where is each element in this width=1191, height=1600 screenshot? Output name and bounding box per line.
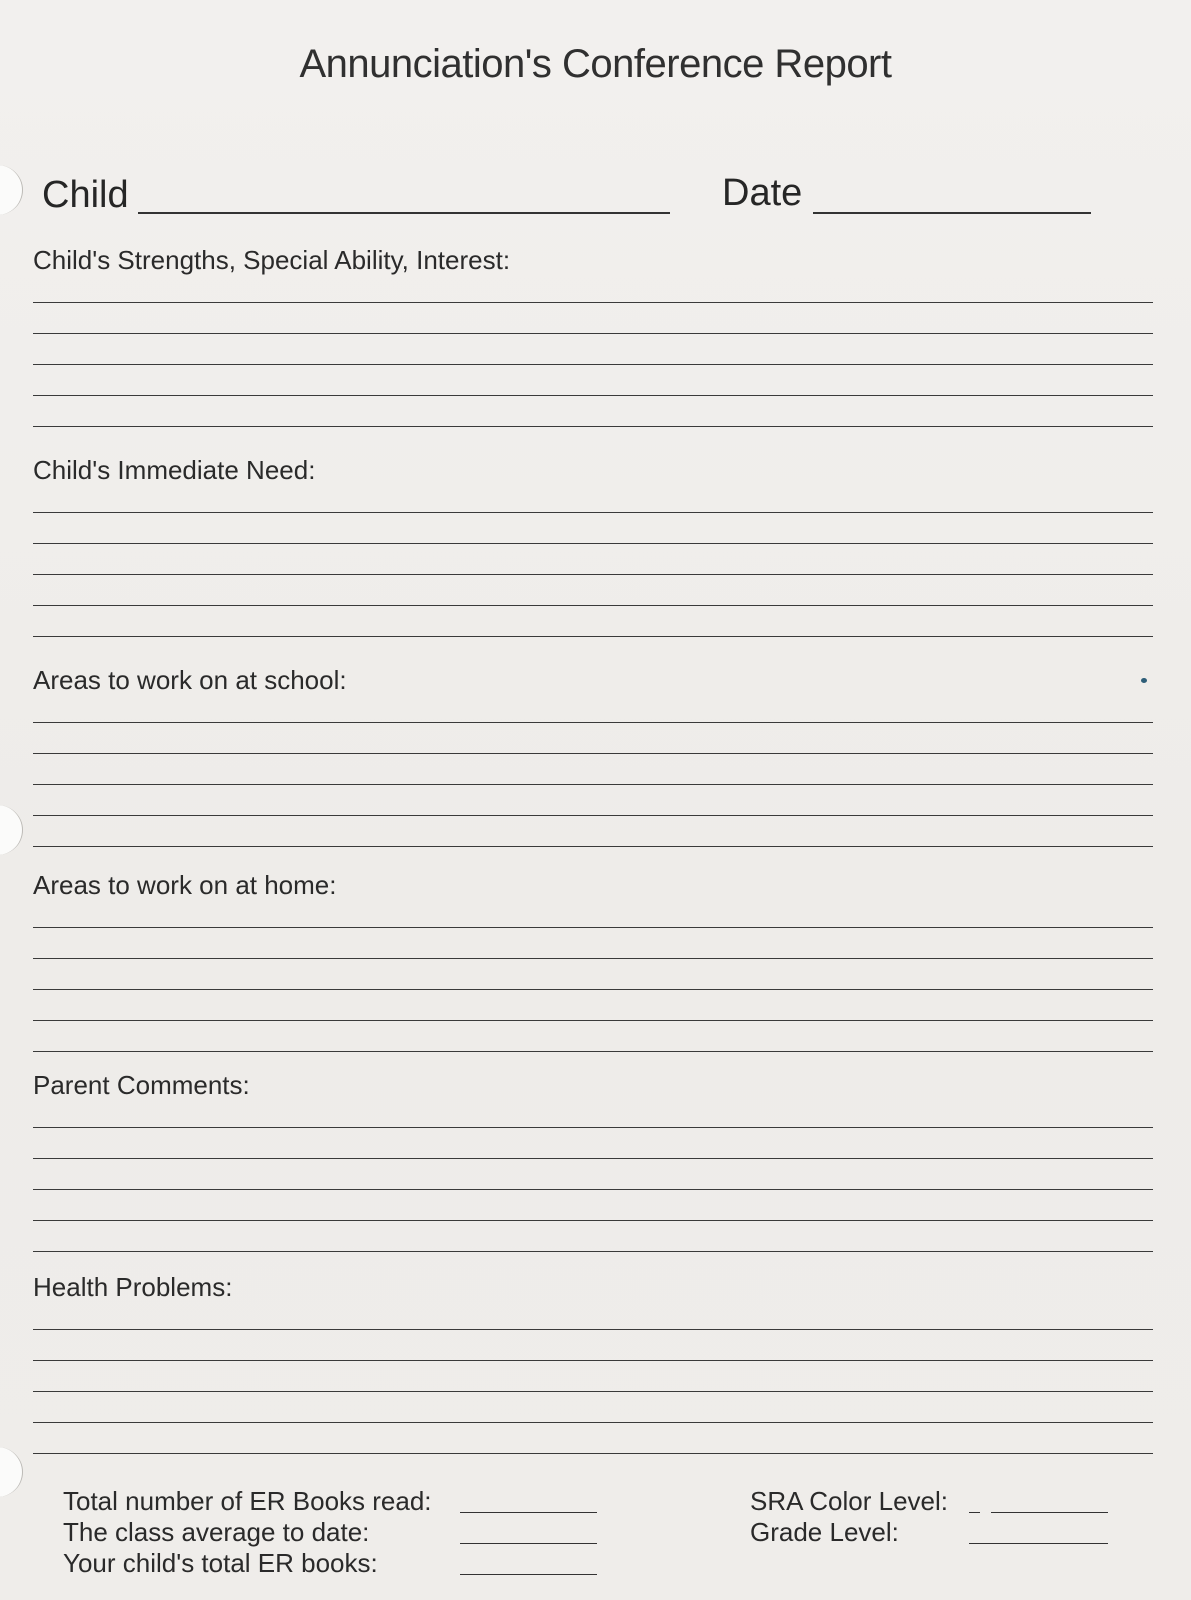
immediate-need-line[interactable] [33, 512, 1153, 513]
home-work-line[interactable] [33, 1051, 1153, 1052]
date-label: Date [722, 172, 803, 214]
home-work-line[interactable] [33, 927, 1153, 928]
home-work-label: Areas to work on at home: [33, 870, 337, 900]
child-name-field[interactable] [138, 212, 670, 214]
parent-comments-line[interactable] [33, 1251, 1153, 1252]
home-work-line[interactable] [33, 989, 1153, 990]
parent-comments-line[interactable] [33, 1189, 1153, 1190]
date-field[interactable] [813, 212, 1091, 214]
health-problems-line[interactable] [33, 1422, 1153, 1423]
sra-color-field-prefix[interactable] [969, 1512, 980, 1513]
class-average-field[interactable] [460, 1543, 597, 1544]
page-title: Annunciation's Conference Report [299, 42, 892, 86]
strengths-line[interactable] [33, 302, 1153, 303]
grade-level-field[interactable] [969, 1543, 1108, 1544]
parent-comments-line[interactable] [33, 1220, 1153, 1221]
health-problems-line[interactable] [33, 1360, 1153, 1361]
health-problems-label: Health Problems: [33, 1272, 233, 1302]
parent-comments-line[interactable] [33, 1127, 1153, 1128]
child-label: Child [42, 174, 129, 216]
total-books-label: Total number of ER Books read: [63, 1486, 432, 1516]
school-work-line[interactable] [33, 846, 1153, 847]
parent-comments-line[interactable] [33, 1158, 1153, 1159]
immediate-need-line[interactable] [33, 543, 1153, 544]
ink-speck [1141, 678, 1147, 683]
home-work-line[interactable] [33, 958, 1153, 959]
punch-hole-top [0, 165, 23, 215]
health-problems-line[interactable] [33, 1391, 1153, 1392]
child-total-field[interactable] [460, 1574, 597, 1575]
punch-hole-bottom [0, 1447, 23, 1497]
grade-level-label: Grade Level: [750, 1517, 899, 1547]
health-problems-line[interactable] [33, 1453, 1153, 1454]
school-work-line[interactable] [33, 815, 1153, 816]
class-average-label: The class average to date: [63, 1517, 370, 1547]
health-problems-line[interactable] [33, 1329, 1153, 1330]
school-work-line[interactable] [33, 753, 1153, 754]
immediate-need-line[interactable] [33, 605, 1153, 606]
school-work-line[interactable] [33, 722, 1153, 723]
school-work-label: Areas to work on at school: [33, 665, 347, 695]
strengths-line[interactable] [33, 333, 1153, 334]
parent-comments-label: Parent Comments: [33, 1070, 250, 1100]
immediate-need-line[interactable] [33, 636, 1153, 637]
home-work-line[interactable] [33, 1020, 1153, 1021]
strengths-line[interactable] [33, 426, 1153, 427]
total-books-field[interactable] [460, 1512, 597, 1513]
strengths-line[interactable] [33, 364, 1153, 365]
punch-hole-middle [0, 805, 23, 855]
sra-color-field[interactable] [991, 1512, 1108, 1513]
child-total-label: Your child's total ER books: [63, 1548, 378, 1578]
immediate-need-label: Child's Immediate Need: [33, 455, 316, 485]
school-work-line[interactable] [33, 784, 1153, 785]
strengths-line[interactable] [33, 395, 1153, 396]
strengths-label: Child's Strengths, Special Ability, Interest: [33, 245, 511, 275]
sra-color-label: SRA Color Level: [750, 1486, 948, 1516]
immediate-need-line[interactable] [33, 574, 1153, 575]
